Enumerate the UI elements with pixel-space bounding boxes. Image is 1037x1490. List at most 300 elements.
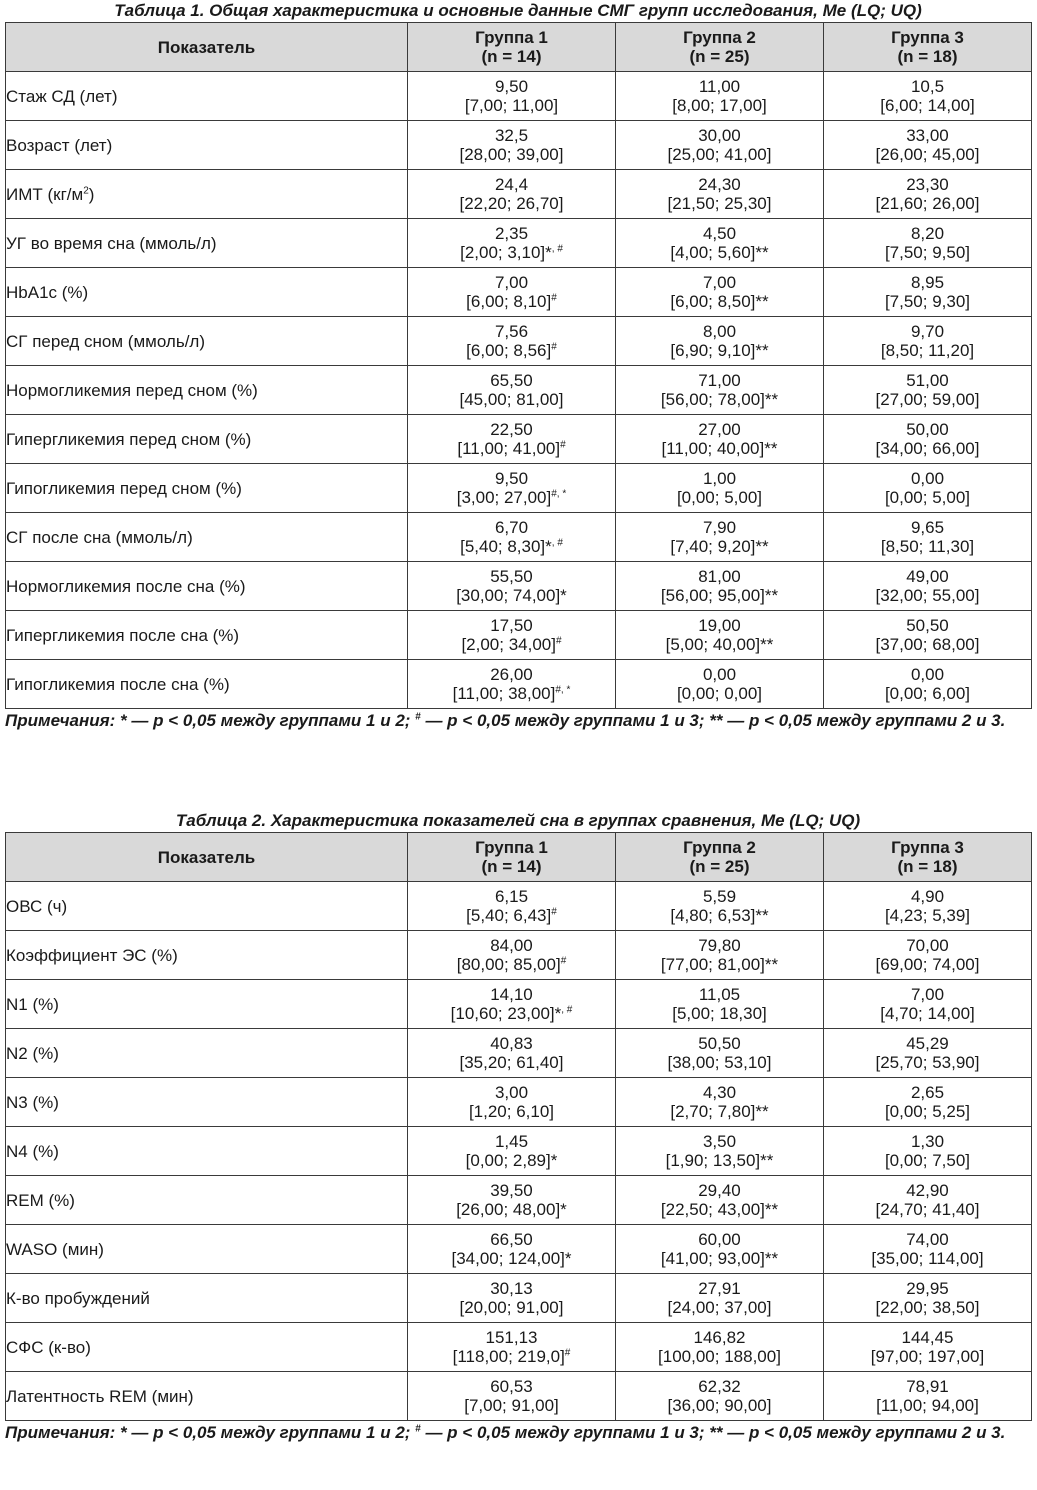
quartile-range-text: [2,00; 3,10]*	[460, 243, 552, 262]
row-label	[6, 1127, 408, 1176]
header-row	[6, 23, 1032, 72]
median-value: 14,10	[490, 985, 533, 1004]
median-value: 50,50	[906, 616, 949, 635]
quartile-range	[408, 1004, 615, 1023]
header-line: (n = 25)	[689, 857, 750, 876]
header-line: Группа 1	[475, 28, 548, 47]
column-header-indicator	[6, 833, 408, 882]
value-cell-group-3	[824, 1078, 1032, 1127]
note-text: Примечания: * — p < 0,05 между группами 1 и 2;	[5, 711, 416, 730]
quartile-range	[616, 684, 823, 703]
row-label-text: Гипергликемия перед сном (%)	[6, 429, 252, 449]
median-value: 4,30	[702, 1083, 737, 1102]
value-cell-group-3	[824, 1029, 1032, 1078]
quartile-range-text: [6,00; 8,56]	[466, 341, 552, 360]
column-header-indicator	[6, 23, 408, 72]
value-cell-group-2	[616, 660, 824, 709]
note-text: — p < 0,05 между группами 1 и 3; ** — p < 0,05 между группами 2 и 3.	[420, 1423, 1006, 1442]
table-row	[6, 1274, 1032, 1323]
median-value: 8,95	[910, 273, 945, 292]
value-cell-group-3	[824, 931, 1032, 980]
table2-caption: Таблица 2. Характеристика показателей сна в группах сравнения, Me (LQ; UQ)	[175, 811, 861, 830]
value-cell-group-1	[408, 1029, 616, 1078]
quartile-range	[824, 1347, 1031, 1366]
quartile-range	[408, 1053, 615, 1072]
quartile-range	[824, 586, 1031, 605]
row-label	[6, 882, 408, 931]
value-cell-group-3	[824, 660, 1032, 709]
value-cell-group-3	[824, 317, 1032, 366]
value-cell-group-3	[824, 562, 1032, 611]
median-value: 40,83	[490, 1034, 533, 1053]
table1	[5, 22, 1032, 709]
note-hash-mark: #	[415, 711, 421, 723]
row-label-text: ОВС (ч)	[6, 896, 68, 916]
median-value: 71,00	[698, 371, 741, 390]
table1-block	[5, 0, 1031, 731]
value-cell-group-2	[616, 1372, 824, 1421]
value-cell-group-3	[824, 170, 1032, 219]
median-value: 10,5	[910, 77, 945, 96]
quartile-range-text: [80,00; 85,00]	[456, 955, 561, 974]
quartile-range	[824, 96, 1031, 115]
quartile-range	[616, 1004, 823, 1023]
table-row	[6, 882, 1032, 931]
header-line: (n = 18)	[897, 857, 958, 876]
median-value: 4,90	[910, 887, 945, 906]
quartile-range-text: [2,70; 7,80]**	[670, 1102, 769, 1121]
quartile-range	[408, 906, 615, 925]
quartile-range-text: [97,00; 197,00]	[870, 1347, 985, 1366]
column-header-group-1	[408, 23, 616, 72]
header-row	[6, 833, 1032, 882]
row-label	[6, 464, 408, 513]
quartile-range	[408, 341, 615, 360]
row-label	[6, 1176, 408, 1225]
quartile-range-text: [69,00; 74,00]	[875, 955, 980, 974]
value-cell-group-1	[408, 170, 616, 219]
value-cell-group-3	[824, 219, 1032, 268]
row-label-text: ИМТ (кг/м	[6, 184, 84, 204]
quartile-range-text: [8,50; 11,30]	[880, 537, 975, 556]
median-value: 29,95	[906, 1279, 949, 1298]
value-cell-group-3	[824, 1372, 1032, 1421]
table2-block	[5, 810, 1031, 1443]
quartile-range-text: [21,60; 26,00]	[875, 194, 980, 213]
quartile-range-text: [1,20; 6,10]	[468, 1102, 555, 1121]
value-cell-group-2	[616, 1274, 824, 1323]
quartile-range-text: [118,00; 219,0]	[452, 1347, 565, 1366]
quartile-range	[616, 341, 823, 360]
value-cell-group-2	[616, 1127, 824, 1176]
quartile-range	[824, 390, 1031, 409]
quartile-range-text: [24,00; 37,00]	[667, 1298, 772, 1317]
table1-header	[6, 23, 1032, 72]
value-cell-group-3	[824, 513, 1032, 562]
row-label-text: Возраст (лет)	[6, 135, 113, 155]
value-cell-group-2	[616, 980, 824, 1029]
value-cell-group-2	[616, 415, 824, 464]
significance-mark: #	[555, 635, 562, 647]
median-value: 45,29	[906, 1034, 949, 1053]
header-line: Группа 3	[891, 28, 964, 47]
column-header-group-3	[824, 23, 1032, 72]
quartile-range-text: [7,00; 91,00]	[464, 1396, 559, 1415]
quartile-range-text: [4,00; 5,60]**	[670, 243, 769, 262]
quartile-range-text: [7,50; 9,50]	[884, 243, 971, 262]
median-value: 78,91	[906, 1377, 949, 1396]
quartile-range-text: [41,00; 93,00]**	[660, 1249, 779, 1268]
table-row	[6, 1078, 1032, 1127]
median-value: 8,20	[910, 224, 945, 243]
row-label	[6, 562, 408, 611]
table1-body	[6, 72, 1032, 709]
quartile-range	[824, 684, 1031, 703]
value-cell-group-2	[616, 562, 824, 611]
median-value: 1,00	[702, 469, 737, 488]
value-cell-group-2	[616, 72, 824, 121]
quartile-range	[824, 145, 1031, 164]
quartile-range	[616, 1200, 823, 1219]
row-label-text: Гипогликемия после сна (%)	[6, 674, 230, 694]
median-value: 79,80	[698, 936, 741, 955]
table-row	[6, 1323, 1032, 1372]
quartile-range-text: [0,00; 5,00]	[884, 488, 971, 507]
quartile-range-text: [36,00; 90,00]	[667, 1396, 772, 1415]
median-value: 60,53	[490, 1377, 533, 1396]
row-label	[6, 1274, 408, 1323]
quartile-range	[616, 906, 823, 925]
header-line: (n = 14)	[481, 47, 542, 66]
quartile-range	[408, 1396, 615, 1415]
row-label-text: N2 (%)	[6, 1043, 59, 1063]
quartile-range	[824, 1200, 1031, 1219]
quartile-range-text: [100,00; 188,00]	[658, 1347, 781, 1366]
median-value: 26,00	[490, 665, 533, 684]
row-label-text: Нормогликемия перед сном (%)	[6, 380, 258, 400]
quartile-range	[616, 635, 823, 654]
quartile-range-text: [32,00; 55,00]	[875, 586, 980, 605]
value-cell-group-2	[616, 1323, 824, 1372]
quartile-range-text: [6,90; 9,10]**	[670, 341, 769, 360]
row-label-text: REM (%)	[6, 1190, 75, 1210]
row-label-text: HbA1c (%)	[6, 282, 89, 302]
header-line: Группа 3	[891, 838, 964, 857]
median-value: 65,50	[490, 371, 533, 390]
header-line: (n = 25)	[689, 47, 750, 66]
quartile-range	[824, 1249, 1031, 1268]
value-cell-group-2	[616, 1176, 824, 1225]
quartile-range-text: [2,00; 34,00]	[461, 635, 556, 654]
quartile-range	[408, 635, 615, 654]
quartile-range	[408, 1249, 615, 1268]
quartile-range-text: [11,00; 38,00]	[452, 684, 556, 703]
median-value: 9,50	[494, 77, 529, 96]
quartile-range	[616, 1151, 823, 1170]
row-label-text: N4 (%)	[6, 1141, 59, 1161]
quartile-range-text: [5,40; 8,30]*	[460, 537, 552, 556]
quartile-range	[824, 955, 1031, 974]
quartile-range	[616, 488, 823, 507]
quartile-range-text: [0,00; 5,25]	[884, 1102, 971, 1121]
median-value: 9,70	[910, 322, 945, 341]
quartile-range	[408, 488, 615, 507]
value-cell-group-3	[824, 1176, 1032, 1225]
value-cell-group-2	[616, 170, 824, 219]
quartile-range	[616, 243, 823, 262]
median-value: 151,13	[485, 1328, 538, 1347]
table-row	[6, 1372, 1032, 1421]
header-line: Показатель	[157, 37, 256, 57]
quartile-range-text: [22,50; 43,00]**	[660, 1200, 779, 1219]
quartile-range	[408, 537, 615, 556]
median-value: 23,30	[906, 175, 949, 194]
value-cell-group-1	[408, 317, 616, 366]
row-label-text: СФС (к-во)	[6, 1337, 91, 1357]
median-value: 11,05	[698, 985, 741, 1004]
value-cell-group-3	[824, 415, 1032, 464]
quartile-range	[824, 194, 1031, 213]
row-label	[6, 219, 408, 268]
value-cell-group-2	[616, 611, 824, 660]
row-label	[6, 170, 408, 219]
row-label-superscript: 2	[83, 184, 89, 196]
quartile-range	[408, 586, 615, 605]
quartile-range	[408, 1102, 615, 1121]
table-row	[6, 464, 1032, 513]
value-cell-group-2	[616, 317, 824, 366]
row-label	[6, 1372, 408, 1421]
table-row	[6, 366, 1032, 415]
row-label-text: Стаж СД (лет)	[6, 86, 118, 106]
quartile-range	[408, 292, 615, 311]
quartile-range	[408, 243, 615, 262]
significance-mark: , #	[551, 537, 563, 549]
median-value: 6,15	[494, 887, 529, 906]
median-value: 4,50	[702, 224, 737, 243]
table-row	[6, 562, 1032, 611]
value-cell-group-1	[408, 513, 616, 562]
quartile-range-text: [38,00; 53,10]	[667, 1053, 772, 1072]
quartile-range-text: [37,00; 68,00]	[875, 635, 980, 654]
quartile-range	[616, 1102, 823, 1121]
value-cell-group-1	[408, 611, 616, 660]
quartile-range	[408, 145, 615, 164]
value-cell-group-2	[616, 1029, 824, 1078]
median-value: 39,50	[490, 1181, 533, 1200]
significance-mark: #	[560, 955, 567, 967]
quartile-range-text: [34,00; 66,00]	[875, 439, 980, 458]
median-value: 50,00	[906, 420, 949, 439]
quartile-range	[824, 906, 1031, 925]
quartile-range-text: [4,23; 5,39]	[884, 906, 971, 925]
table-row	[6, 1127, 1032, 1176]
note-hash-mark: #	[415, 1423, 421, 1435]
table-row	[6, 931, 1032, 980]
median-value: 55,50	[490, 567, 533, 586]
row-label	[6, 415, 408, 464]
median-value: 51,00	[906, 371, 949, 390]
value-cell-group-1	[408, 931, 616, 980]
table-row	[6, 611, 1032, 660]
quartile-range-text: [7,00; 11,00]	[464, 96, 559, 115]
median-value: 9,50	[494, 469, 529, 488]
median-value: 7,00	[702, 273, 737, 292]
quartile-range	[408, 194, 615, 213]
median-value: 8,00	[702, 322, 737, 341]
median-value: 49,00	[906, 567, 949, 586]
median-value: 2,35	[494, 224, 529, 243]
quartile-range-text: [0,00; 0,00]	[676, 684, 763, 703]
quartile-range-text: [8,50; 11,20]	[880, 341, 975, 360]
table-row	[6, 660, 1032, 709]
median-value: 7,56	[494, 322, 529, 341]
quartile-range-text: [5,40; 6,43]	[466, 906, 552, 925]
quartile-range	[616, 1396, 823, 1415]
table-row	[6, 219, 1032, 268]
quartile-range	[408, 1347, 615, 1366]
quartile-range	[824, 341, 1031, 360]
quartile-range-text: [11,00; 94,00]	[876, 1396, 979, 1415]
quartile-range-text: [28,00; 39,00]	[459, 145, 564, 164]
quartile-range-text: [22,00; 38,50]	[875, 1298, 980, 1317]
row-label-text: N1 (%)	[6, 994, 59, 1014]
row-label-text: N3 (%)	[6, 1092, 59, 1112]
significance-mark: , #	[561, 1004, 573, 1016]
quartile-range-text: [35,00; 114,00]	[871, 1249, 984, 1268]
median-value: 7,00	[910, 985, 945, 1004]
quartile-range-text: [4,80; 6,53]**	[670, 906, 769, 925]
value-cell-group-3	[824, 611, 1032, 660]
quartile-range	[408, 684, 615, 703]
quartile-range	[616, 292, 823, 311]
value-cell-group-2	[616, 121, 824, 170]
significance-mark: #	[560, 439, 566, 451]
quartile-range	[408, 1200, 615, 1219]
quartile-range	[408, 1298, 615, 1317]
quartile-range	[824, 1396, 1031, 1415]
median-value: 144,45	[901, 1328, 954, 1347]
significance-mark: #, *	[555, 684, 571, 696]
value-cell-group-1	[408, 366, 616, 415]
median-value: 6,70	[494, 518, 529, 537]
row-label-text: УГ во время сна (ммоль/л)	[6, 233, 217, 253]
quartile-range-text: [6,00; 8,10]	[466, 292, 552, 311]
quartile-range-text: [8,00; 17,00]	[672, 96, 767, 115]
value-cell-group-3	[824, 1274, 1032, 1323]
value-cell-group-1	[408, 1225, 616, 1274]
median-value: 19,00	[698, 616, 741, 635]
value-cell-group-3	[824, 366, 1032, 415]
median-value: 24,4	[494, 175, 529, 194]
table-row	[6, 1029, 1032, 1078]
quartile-range	[408, 96, 615, 115]
value-cell-group-1	[408, 562, 616, 611]
quartile-range	[616, 96, 823, 115]
value-cell-group-1	[408, 980, 616, 1029]
quartile-range-text: [11,00; 40,00]**	[661, 439, 778, 458]
value-cell-group-1	[408, 882, 616, 931]
table2	[5, 832, 1032, 1421]
quartile-range-text: [6,00; 8,50]**	[670, 292, 769, 311]
row-label-text: К-во пробуждений	[6, 1288, 150, 1308]
significance-mark: #	[564, 1347, 571, 1359]
quartile-range-text: [3,00; 27,00]	[456, 488, 552, 507]
quartile-range	[616, 1053, 823, 1072]
value-cell-group-3	[824, 1323, 1032, 1372]
header-line: Группа 2	[683, 28, 756, 47]
table-row	[6, 72, 1032, 121]
table-row	[6, 513, 1032, 562]
row-label-text: WASO (мин)	[6, 1239, 104, 1259]
table2-body	[6, 882, 1032, 1421]
table-row	[6, 317, 1032, 366]
row-label	[6, 1323, 408, 1372]
quartile-range-text: [6,00; 14,00]	[880, 96, 975, 115]
median-value: 0,00	[910, 665, 945, 684]
value-cell-group-3	[824, 121, 1032, 170]
value-cell-group-2	[616, 513, 824, 562]
median-value: 2,65	[910, 1083, 945, 1102]
value-cell-group-3	[824, 1225, 1032, 1274]
quartile-range-text: [25,70; 53,90]	[875, 1053, 980, 1072]
quartile-range	[616, 537, 823, 556]
value-cell-group-1	[408, 1323, 616, 1372]
quartile-range-text: [56,00; 95,00]**	[660, 586, 779, 605]
quartile-range-text: [26,00; 48,00]*	[456, 1200, 567, 1219]
row-label	[6, 1029, 408, 1078]
median-value: 3,50	[702, 1132, 737, 1151]
row-label	[6, 1225, 408, 1274]
median-value: 1,30	[910, 1132, 945, 1151]
row-label	[6, 513, 408, 562]
median-value: 22,50	[490, 420, 533, 439]
significance-mark: #	[551, 906, 557, 918]
note-text: Примечания: * — p < 0,05 между группами 1 и 2;	[5, 1423, 416, 1442]
median-value: 84,00	[490, 936, 533, 955]
row-label	[6, 72, 408, 121]
header-line: (n = 14)	[481, 857, 542, 876]
quartile-range-text: [0,00; 2,89]*	[465, 1151, 558, 1170]
value-cell-group-1	[408, 1078, 616, 1127]
value-cell-group-2	[616, 1078, 824, 1127]
quartile-range-text: [25,00; 41,00]	[667, 145, 772, 164]
quartile-range-text: [45,00; 81,00]	[459, 390, 564, 409]
quartile-range	[824, 1053, 1031, 1072]
median-value: 81,00	[698, 567, 741, 586]
value-cell-group-2	[616, 464, 824, 513]
median-value: 9,65	[910, 518, 945, 537]
median-value: 27,91	[698, 1279, 741, 1298]
quartile-range-text: [5,00; 18,30]	[672, 1004, 767, 1023]
row-label	[6, 268, 408, 317]
quartile-range-text: [24,70; 41,40]	[875, 1200, 980, 1219]
value-cell-group-2	[616, 366, 824, 415]
quartile-range	[616, 390, 823, 409]
header-line: Группа 1	[475, 838, 548, 857]
quartile-range-text: [35,20; 61,40]	[459, 1053, 564, 1072]
quartile-range	[616, 194, 823, 213]
value-cell-group-1	[408, 1127, 616, 1176]
quartile-range-text: [7,40; 9,20]**	[670, 537, 769, 556]
table-row	[6, 121, 1032, 170]
value-cell-group-1	[408, 415, 616, 464]
value-cell-group-2	[616, 931, 824, 980]
header-line: (n = 18)	[897, 47, 958, 66]
quartile-range-text: [77,00; 81,00]**	[660, 955, 779, 974]
quartile-range	[824, 1298, 1031, 1317]
row-label-tail: )	[88, 184, 95, 204]
